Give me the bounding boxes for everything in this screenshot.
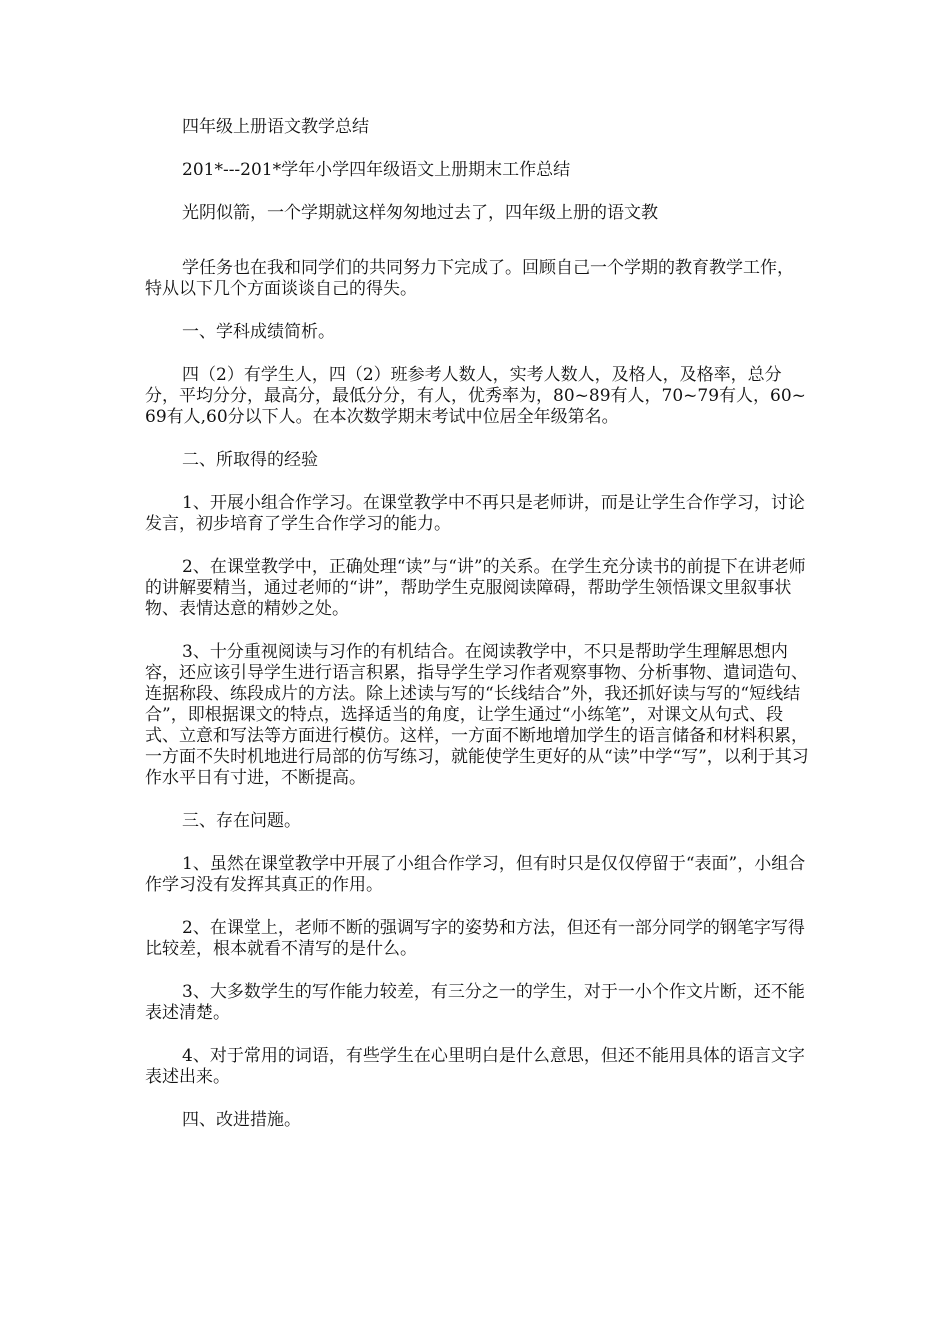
section-2-item-1: 1、开展小组合作学习。在课堂教学中不再只是老师讲，而是让学生合作学习，讨论发言，初步培育了学生合作学习的能力。 (145, 493, 805, 534)
document-subtitle: 201*---201*学年小学四年级语文上册期末工作总结 (182, 160, 571, 180)
section-2-item-2: 2、在课堂教学中，正确处理“读”与“讲”的关系。在学生充分读书的前提下在讲老师的讲解要精当，通过老师的“讲”，帮助学生克服阅读障碍，帮助学生领悟课文里叙事状物、表情达意的精妙之处。 (145, 557, 806, 619)
intro-line: 光阴似箭，一个学期就这样匆匆地过去了，四年级上册的语文教 (182, 203, 658, 223)
section-3-item-2: 2、在课堂上，老师不断的强调写字的姿势和方法，但还有一部分同学的钢笔字写得比较差，根本就看不清写的是什么。 (145, 918, 805, 959)
intro-paragraph: 学任务也在我和同学们的共同努力下完成了。回顾自己一个学期的教育教学工作，特从以下几个方面谈谈自己的得失。 (145, 258, 794, 299)
document-body (145, 117, 810, 1153)
section-3-item-1: 1、虽然在课堂教学中开展了小组合作学习，但有时只是仅仅停留于“表面”，小组合作学习没有发挥其真正的作用。 (145, 854, 806, 895)
section-heading-1: 一、学科成绩简析。 (182, 322, 335, 342)
section-heading-2: 二、所取得的经验 (182, 450, 318, 470)
section-2-item-3: 3、十分重视阅读与习作的有机结合。在阅读教学中，不只是帮助学生理解思想内容，还应该引导学生进行语言积累，指导学生学习作者观察事物、分析事物、遣词造句、连据称段、练段成片的方法。除上述读与写的“长线结合”外，我还抓好读与写的“短线结合”，即根据课文的特点，选择适当的角度，让学生通过“小练笔”，对课文从句式、段式、立意和写法等方面进行模仿。这样，一方面不断地增加学生的语言储备和材料积累，一方面不失时机地进行局部的仿写练习，就能使学生更好的从“读”中学“写”，以利于其习作水平日有寸进，不断提高。 (145, 642, 809, 788)
section-1-paragraph: 四（2）有学生人，四（2）班参考人数人，实考人数人，及格人，及格率，总分分，平均分分，最高分，最低分分，有人，优秀率为，80~89有人，70~79有人，60~69有人,60分以下人。在本次数学期末考试中位居全年级第名。 (145, 365, 806, 427)
document-title: 四年级上册语文教学总结 (182, 117, 369, 137)
section-heading-3: 三、存在问题。 (182, 811, 301, 831)
section-3-item-4: 4、对于常用的词语，有些学生在心里明白是什么意思，但还不能用具体的语言文字表述出来。 (145, 1046, 805, 1087)
section-3-item-3: 3、大多数学生的写作能力较差，有三分之一的学生，对于一小个作文片断，还不能表述清楚。 (145, 982, 805, 1023)
section-heading-4: 四、改进措施。 (182, 1110, 301, 1130)
